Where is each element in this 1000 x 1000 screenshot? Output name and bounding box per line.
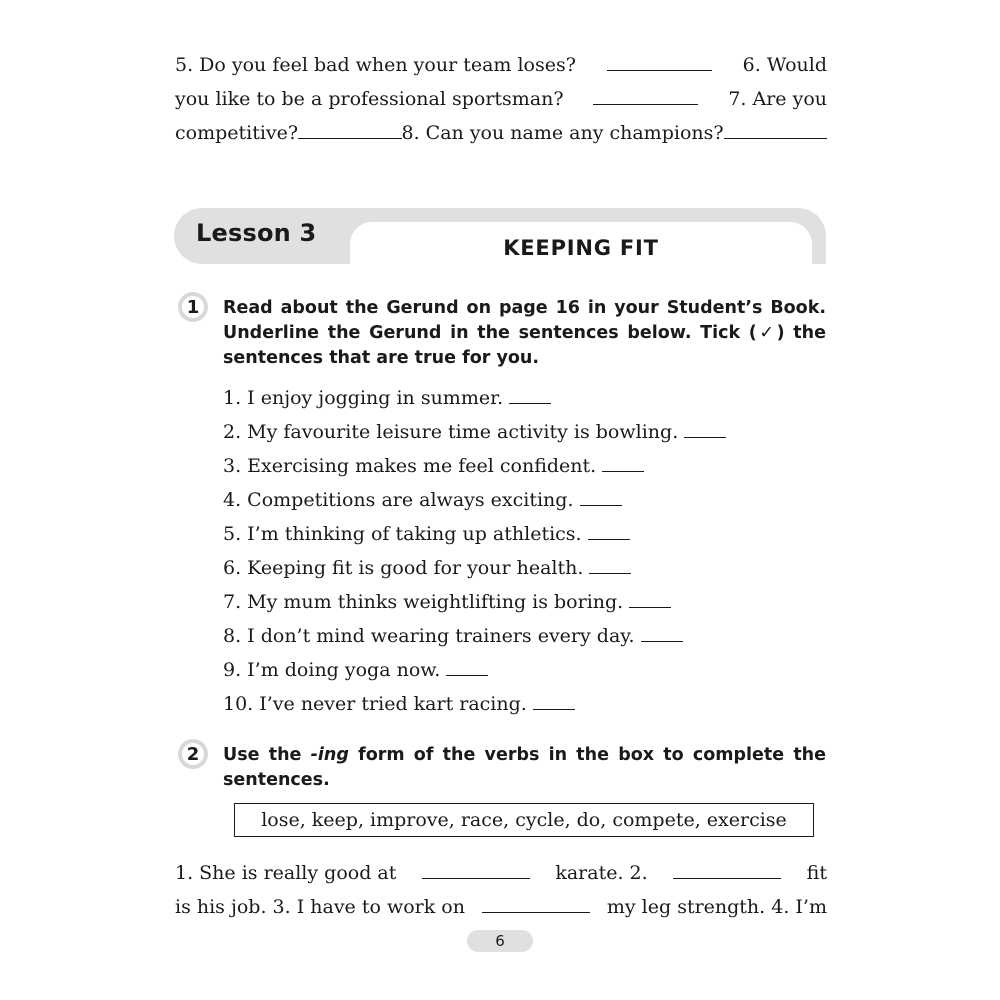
text-line xyxy=(175,856,827,890)
instruction-text: Use the xyxy=(223,745,311,765)
tick-blank[interactable] xyxy=(533,708,575,710)
question-8: 8. Can you name any champions? xyxy=(401,122,724,144)
answer-blank[interactable] xyxy=(607,69,712,71)
list-item xyxy=(223,449,726,483)
list-item xyxy=(223,415,726,449)
exercise-1-number: 1 xyxy=(182,296,204,318)
exercise-2-number-badge xyxy=(178,739,208,769)
exercise-1-sentence-list xyxy=(223,381,726,721)
question-7-end: competitive? xyxy=(175,122,299,144)
question-6-start: 6. Would xyxy=(742,54,827,76)
sentence-2-start: karate. 2. xyxy=(555,862,648,884)
exercise-1-instruction: Read about the Gerund on page 16 in your Student’s Book. Underline the Gerund in the sentences below. Tick (✓) the sentences that are true for you. xyxy=(223,298,826,368)
sentence-3-start: is his job. 3. I have to work on xyxy=(175,896,465,918)
tick-blank[interactable] xyxy=(629,606,671,608)
sentence-text: 6. Keeping fit is good for your health. xyxy=(223,557,584,579)
tick-blank[interactable] xyxy=(509,402,551,404)
exercise-1-number-badge xyxy=(178,292,208,322)
list-item xyxy=(223,653,726,687)
sentence-text: 10. I’ve never tried kart racing. xyxy=(223,693,527,715)
tick-blank[interactable] xyxy=(588,538,630,540)
sentence-4-start: my leg strength. 4. I’m xyxy=(606,896,827,918)
answer-blank[interactable] xyxy=(673,877,781,879)
list-item xyxy=(223,551,726,585)
exercise-2-number: 2 xyxy=(182,743,204,765)
tick-blank[interactable] xyxy=(589,572,631,574)
sentence-text: 9. I’m doing yoga now. xyxy=(223,659,441,681)
sentence-text: 7. My mum thinks weightlifting is boring. xyxy=(223,591,624,613)
answer-blank[interactable] xyxy=(593,103,698,105)
text-line xyxy=(175,82,827,116)
previous-exercise-text xyxy=(175,48,827,150)
tick-blank[interactable] xyxy=(602,470,644,472)
page-number: 6 xyxy=(467,930,533,952)
answer-blank[interactable] xyxy=(724,137,827,139)
answer-blank[interactable] xyxy=(422,877,530,879)
list-item xyxy=(223,585,726,619)
sentence-text: 3. Exercising makes me feel confident. xyxy=(223,455,597,477)
sentence-text: 4. Competitions are always exciting. xyxy=(223,489,574,511)
text-line xyxy=(175,890,827,924)
list-item xyxy=(223,381,726,415)
list-item xyxy=(223,483,726,517)
question-5: 5. Do you feel bad when your team loses? xyxy=(175,54,576,76)
tick-blank[interactable] xyxy=(580,504,622,506)
answer-blank[interactable] xyxy=(298,137,401,139)
sentence-2-word: fit xyxy=(806,862,827,884)
list-item xyxy=(223,687,726,721)
tick-blank[interactable] xyxy=(446,674,488,676)
tick-blank[interactable] xyxy=(684,436,726,438)
tick-blank[interactable] xyxy=(641,640,683,642)
answer-blank[interactable] xyxy=(482,911,590,913)
list-item xyxy=(223,619,726,653)
sentence-text: 1. I enjoy jogging in summer. xyxy=(223,387,504,409)
verb-list: lose, keep, improve, race, cycle, do, compete, exercise xyxy=(261,809,787,831)
lesson-title: KEEPING FIT xyxy=(503,236,659,260)
verb-box xyxy=(234,803,814,837)
sentence-text: 5. I’m thinking of taking up athletics. xyxy=(223,523,582,545)
text-line xyxy=(175,116,827,150)
question-7-start: 7. Are you xyxy=(728,88,827,110)
exercise-2-text xyxy=(175,856,827,924)
exercise-2-instruction xyxy=(223,743,826,793)
list-item xyxy=(223,517,726,551)
sentence-text: 8. I don’t mind wearing trainers every day. xyxy=(223,625,635,647)
text-line xyxy=(175,48,827,82)
instruction-emphasis: -ing xyxy=(310,745,349,765)
instruction-text: form of the verbs in the box to complete the sentences. xyxy=(223,745,827,790)
lesson-label: Lesson 3 xyxy=(196,219,317,247)
question-6-end: you like to be a professional sportsman? xyxy=(175,88,564,110)
sentence-1-start: 1. She is really good at xyxy=(175,862,397,884)
sentence-text: 2. My favourite leisure time activity is bowling. xyxy=(223,421,679,443)
